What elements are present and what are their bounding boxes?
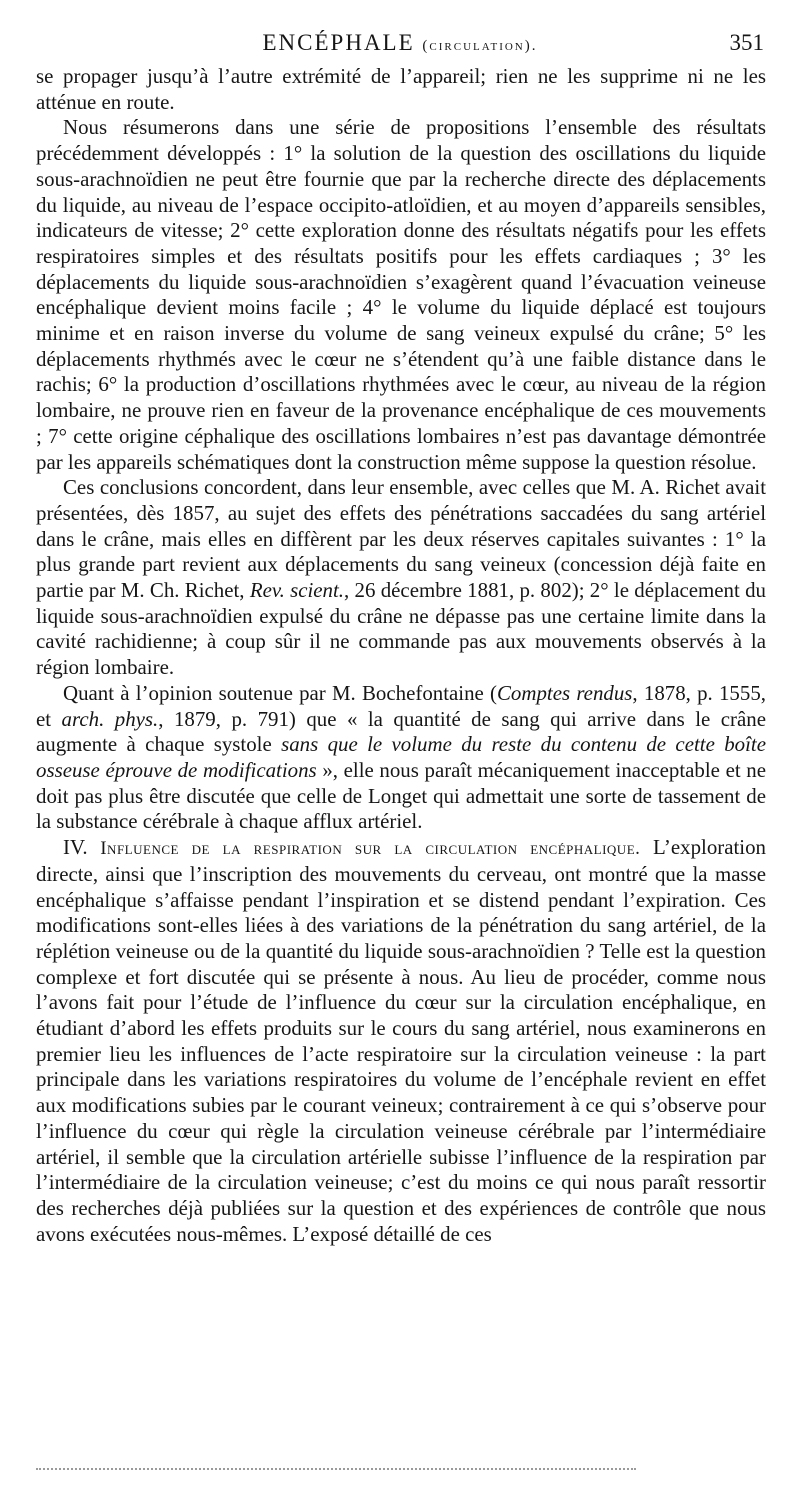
body-text bbox=[36, 64, 766, 1247]
footer-rule bbox=[36, 1468, 636, 1470]
paragraph-3-citation: Rev. scient. bbox=[249, 578, 345, 603]
paragraph-4-quote-italic: sans que le volume du reste du contenu de cette boîte osseuse éprouve de modifications bbox=[36, 732, 766, 782]
section-numeral: IV. bbox=[63, 835, 88, 860]
paragraph-4-text-1: Quant à l’opinion soutenue par M. Bochefontaine ( bbox=[63, 680, 497, 705]
section-heading: Influence de la respiration sur la circulation encéphalique. bbox=[100, 838, 641, 860]
paragraph-4-citation-1: Comptes rendus bbox=[496, 680, 633, 705]
paragraph-5 bbox=[36, 835, 766, 1247]
paragraph-3 bbox=[36, 475, 766, 681]
running-header bbox=[36, 28, 764, 62]
paragraph-1: se propager jusqu’à l’autre extrémité de l’appareil; rien ne les supprime ni ne les atténue en route. bbox=[36, 64, 766, 114]
paragraph-5-text: L’exploration directe, ainsi que l’inscription des mouvements du cerveau, ont montré que la masse encéphalique s’affaisse pendant l’inspiration et se distend pendant l’expiration. Ces modifications sont-elles liées à des variations de la pénétration du sang artériel, de la réplétion veineuse ou de la quantité du liquide sous-arachnoïdien ? Telle est la question complexe et fort discutée qui se présente à nous. Au lieu de procéder, comme nous l’avons fait pour l’étude de l’influence du cœur sur la circulation encéphalique, en étudiant d’abord les effets produits sur le cours du sang artériel, nous examinerons en premier lieu les influences de l’acte respiratoire sur la circulation veineuse : la part principale dans les variations respiratoires du volume de l’encéphale revient en effet aux modifications subies par le courant veineux; contrairement à ce qui s’observe pour l’influence du cœur qui règle la circulation veineuse cérébrale par l’intermédiaire artériel, il semble que la circulation artérielle subisse l’influence de la respiration par l’intermédiaire de la circulation veineuse; c’est du moins ce qui nous paraît ressortir des recherches déjà publiées sur la question et des expériences de contrôle que nous avons exécutées nous-mêmes. L’exposé détaillé de ces bbox=[36, 835, 766, 1246]
paragraph-2: Nous résumerons dans une série de propositions l’ensemble des résultats précédemment développés : 1° la solution de la question des oscillations du liquide sous-arachnoïdien ne peut être fournie que par la recherche directe des déplacements du liquide, au niveau de l’espace occipito-atloïdien, et au moyen d’appareils sensibles, indicateurs de vitesse; 2° cette exploration donne des résultats négatifs pour les effets respiratoires simples et des résultats positifs pour les effets cardiaques ; 3° les déplacements du liquide sous-arachnoïdien s’exagèrent quand l’évacuation veineuse encéphalique devient moins facile ; 4° le volume du liquide déplacé est toujours minime et en raison inverse du volume de sang veineux expulsé du crâne; 5° les déplacements rhythmés avec le cœur ne s’étendent qu’à une faible distance dans le rachis; 6° la production d’oscillations rhythmées avec le cœur, au niveau de la région lombaire, ne prouve rien en faveur de la provenance encéphalique de ces mouvements ; 7° cette origine céphalique des oscillations lombaires n’est pas davantage démontrée par les appareils schématiques dont la construction même suppose la question résolue. bbox=[36, 115, 766, 474]
paragraph-4-text-3: , 1879, p. 791) que « la quantité de sang qui arrive dans le crâne augmente à chaque systole bbox=[36, 706, 766, 757]
header-subtitle: (circulation). bbox=[422, 38, 538, 54]
paragraph-4-text-4: », elle nous paraît mécaniquement inacceptable et ne doit pas plus être discutée que celle de Longet qui admettait une sorte de tassement de la substance cérébrale à chaque afflux artériel. bbox=[36, 757, 766, 834]
page-number: 351 bbox=[729, 30, 764, 55]
paragraph-4-text-2: , 1878, p. 1555, et bbox=[36, 680, 766, 731]
paragraph-4 bbox=[36, 681, 766, 835]
header-title: ENCÉPHALE bbox=[262, 30, 415, 55]
running-title bbox=[36, 28, 764, 61]
paragraph-3-text-a: Ces conclusions concordent, dans leur ensemble, avec celles que M. A. Richet avait présentées, dès 1857, au sujet des effets des pénétrations saccadées du sang artériel dans le crâne, mais elles en diffèrent par les deux réserves capitales suivantes : 1° la plus grande part revient aux déplacements du sang veineux (concession déjà faite en partie par M. Ch. Richet, bbox=[36, 475, 766, 603]
paragraph-3-text-b: , 26 décembre 1881, p. 802); 2° le déplacement du liquide sous-arachnoïdien expulsé du crâne ne dépasse pas une certaine limite dans la cavité rachidienne; à coup sûr il ne commande pas aux mouvements observés à la région lombaire. bbox=[36, 578, 766, 680]
paragraph-4-citation-2: arch. phys. bbox=[61, 706, 159, 731]
